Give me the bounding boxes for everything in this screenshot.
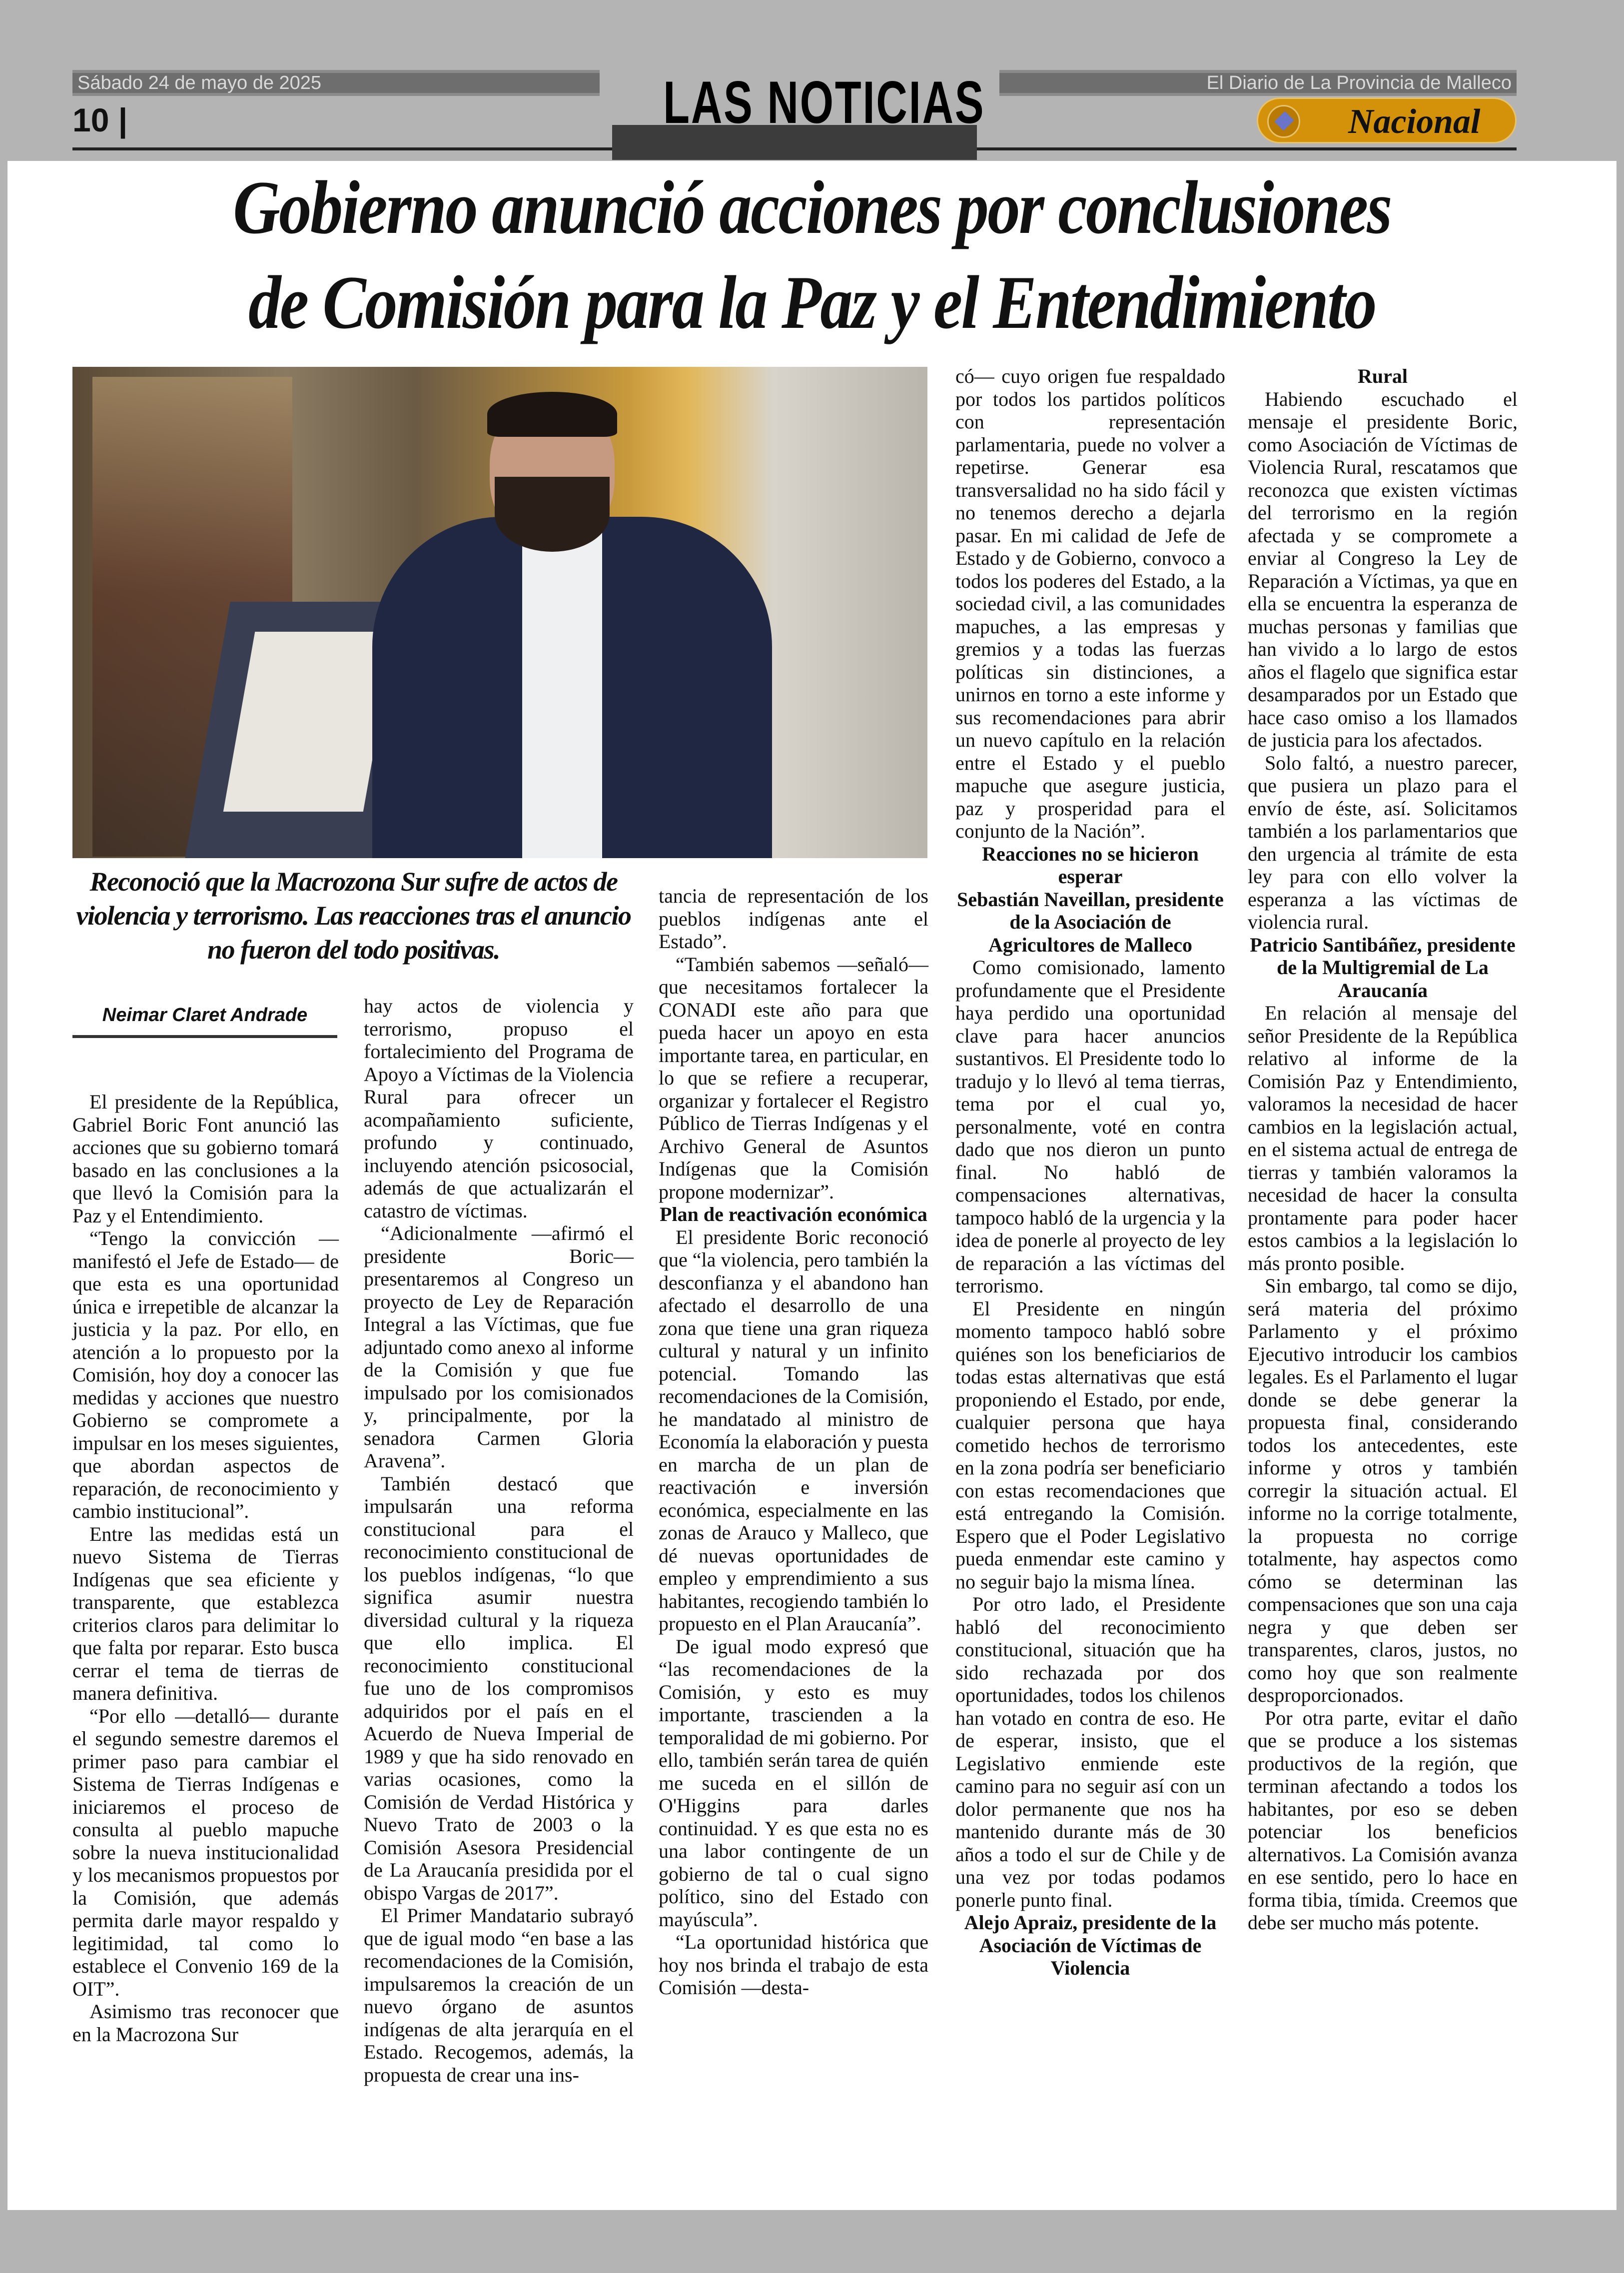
paragraph: En relación al mensaje del señor Presidente de la República relativo al informe de la Comisión Paz y Entendimiento, valoramos la necesidad de hacer cambios en la legislación actual, en el sistema actual de entrega de tierras y también valoramos la necesidad de hacer la consulta prontamente para poder hacer estos cambios a la legislación lo más pronto posible. — [1248, 1002, 1518, 1274]
paragraph: hay actos de violencia y terrorismo, propuso el fortalecimiento del Programa de Apoyo a Víctimas de la Violencia Rural para ofrecer un acompañamiento suficiente, profundo y continuado, incluyendo atención psicosocial, además de que actualizarán el catastro de víctimas. — [364, 995, 634, 1222]
tagline-bar — [999, 70, 1517, 96]
subheading: Plan de reactivación económica — [660, 1203, 927, 1225]
article-photo — [72, 367, 927, 858]
article-column-4 — [955, 365, 1225, 1980]
map-pin-icon — [1267, 105, 1300, 138]
headline-line-2: de Comisión para la Paz y el Entendimiento — [248, 260, 1376, 344]
paragraph: También destacó que impulsarán una reforma constitucional para el reconocimiento constitucional de los pueblos indígenas, “lo que significa asumir nuestra diversidad cultural y la riqueza que ello implica. El reconocimiento constitucional fue uno de los compromisos adquiridos por el país en el Acuerdo de Nueva Imperial de 1989 y que ha sido renovado en varias ocasiones, como la Comisión de Verdad Histórica y Nuevo Trato de 2003 o la Comisión Asesora Presidencial de La Araucanía presidida por el obispo Vargas de 2017”. — [364, 1472, 634, 1904]
article-column-5 — [1248, 365, 1518, 1934]
article-column-3 — [659, 885, 928, 1999]
subheading: Reacciones no se hicieron esperar — [982, 842, 1199, 888]
header-rule-right — [977, 147, 1517, 150]
paragraph: Por otro lado, el Presidente habló del reconocimiento constitucional, situación que ha sido rechazada por dos oportunidades, todos los chilenos han votado en contra de eso. He de esperar, insisto, que el Legislativo enmiende este camino para no seguir así con un dolor permanente que nos ha mantenido durante más de 30 años a todo el sur de Chile y de una vez por todas podamos ponerle punto final. — [955, 1593, 1225, 1911]
headline-line-1: Gobierno anunció acciones por conclusiones — [233, 165, 1391, 249]
paragraph: “La oportunidad histórica que hoy nos brinda el trabajo de esta Comisión —desta- — [659, 1931, 928, 1999]
paragraph: De igual modo expresó que “las recomendaciones de la Comisión, y esto es muy importante, trascienden a la temporalidad de mi gobierno. Por ello, también serán tarea de quién me suceda en el sillón de O'Higgins para darles continuidad. Y es que esta no es una labor contingente de un gobierno de tal o cual signo político, sino del Estado con mayúscula”. — [659, 1635, 928, 1931]
person-hair — [487, 392, 617, 437]
paragraph: Asimismo tras reconocer que en la Macrozona Sur — [72, 2000, 339, 2046]
paragraph: Como comisionado, lamento profundamente que el Presidente haya perdido una oportunidad clave para hacer anuncios sustantivos. El Presidente todo lo tradujo y lo llevó al tema tierras, tema por el cual yo, personalmente, voté en contra dado que nos dieron un punto final. No habló de compensaciones alternativas, tampoco habló de la urgencia y la idea de ponerle al proyecto de ley de reparación a las víctimas del terrorismo. — [955, 956, 1225, 1297]
paragraph: tancia de representación de los pueblos indígenas ante el Estado”. — [659, 885, 928, 953]
page-number: 10 | — [72, 101, 128, 138]
subheading: Sebastián Naveillan, presidente de la Asociación de Agricultores de Malleco — [957, 888, 1224, 956]
paragraph: “Tengo la convicción —manifestó el Jefe de Estado— de que esta es una oportunidad única e irrepetible de alcanzar la justicia y la paz. Por ello, en atención a lo propuesto por la Comisión, hoy doy a conocer las medidas y acciones que nuestro Gobierno se compromete a impulsar en los meses siguientes, que abordan aspectos de reparación, de reconocimiento y cambio institucional”. — [72, 1227, 339, 1522]
paragraph: Solo faltó, a nuestro parecer, que pusiera un plazo para el envío de éste, así. Solicitamos también a los parlamentarios que den urgencia al trámite de esta ley para con ello volver la esperanza a las víctimas de violencia rural. — [1248, 751, 1518, 933]
section-label: Nacional — [1348, 102, 1481, 141]
newspaper-logo — [612, 67, 985, 160]
article-column-2 — [364, 995, 634, 2086]
newspaper-tagline: El Diario de La Provincia de Malleco — [1206, 72, 1512, 93]
logo-text: LAS NOTICIAS — [663, 69, 985, 136]
person-shirt — [522, 512, 602, 858]
paragraph: El presidente Boric reconoció que “la violencia, pero también la desconfianza y el abandono han afectado el desarrollo de una zona que tiene una gran riqueza cultural y natural y un infinito potencial. Tomando las recomendaciones de la Comisión, he mandatado al ministro de Economía la elaboración y puesta en marcha de un plan de reactivación e inversión económica, especialmente en las zonas de Arauco y Malleco, que dé nuevas oportunidades de empleo y emprendimiento a sus habitantes, recogiendo también lo propuesto en el Plan Araucanía”. — [659, 1225, 928, 1635]
photo-caption: Reconoció que la Macrozona Sur sufre de actos de violencia y terrorismo. Las reacciones tras el anuncio no fueron del todo positivas. — [76, 867, 631, 965]
paragraph: có— cuyo origen fue respaldado por todos los partidos políticos con representación parlamentaria, puede no volver a repetirse. Generar esa transversalidad no ha sido fácil y no tenemos derecho a dejarla pasar. En mi calidad de Jefe de Estado y de Gobierno, convoco a todos los poderes del Estado, a la sociedad civil, a las comunidades mapuches, a las empresas y gremios y a todas las fuerzas políticas sin distinciones, a unirnos en torno a este informe y sus recomendaciones para abrir un nuevo capítulo en la relación entre el Estado y el pueblo mapuche que asegure justicia, paz y prosperidad para el conjunto de la Nación”. — [955, 365, 1225, 842]
paragraph: “También sabemos —señaló— que necesitamos fortalecer la CONADI este año para que pueda hacer un apoyo en esta importante tarea, en particular, en lo que se refiere a recuperar, organizar y fortalecer el Registro Público de Tierras Indígenas y el Archivo General de Asuntos Indígenas que la Comisión propone modernizar”. — [659, 953, 928, 1203]
section-badge — [1257, 97, 1517, 143]
paragraph: Por otra parte, evitar el daño que se produce a los sistemas productivos de la región, que terminan afectando a todos los habitantes, por eso se deben potenciar los beneficios alternativos. La Comisión avanza en ese sentido, pero lo hace en forma tibia, tímida. Creemos que debe ser mucho más potente. — [1248, 1706, 1518, 1934]
paragraph: El presidente de la República, Gabriel Boric Font anunció las acciones que su gobierno tomará basado en las conclusiones a la que llevó la Comisión para la Paz y el Entendimiento. — [72, 1091, 339, 1227]
article-column-1 — [72, 1091, 339, 2046]
person-beard — [495, 477, 610, 552]
paragraph: “Por ello —detalló— durante el segundo semestre daremos el primer paso para cambiar el Sistema de Tierras Indígenas e iniciaremos el proceso de consulta al pueblo mapuche sobre la nueva institucionalidad y los mecanismos propuestos por la Comisión, que además permita darle mayor respaldo y legitimidad, tal como lo establece el Convenio 169 de la OIT”. — [72, 1704, 339, 2000]
paragraph: El Presidente en ningún momento tampoco habló sobre quiénes son los beneficiarios de todas estas alternativas que está proponiendo el Estado, por ende, cualquier persona que haya cometido hechos de terrorismo en la zona podría ser beneficiario con estas recomendaciones que está entregando la Comisión. Espero que el Poder Legislativo pueda enmendar este camino y no seguir bajo la misma línea. — [955, 1297, 1225, 1593]
issue-date: Sábado 24 de mayo de 2025 — [77, 72, 322, 93]
header-rule-left — [72, 147, 612, 150]
paragraph: Habiendo escuchado el mensaje el presidente Boric, como Asociación de Víctimas de Violencia Rural, rescatamos que reconozca que existen víctimas del terrorismo en la región afectada y se compromete a enviar al Congreso la Ley de Reparación a Víctimas, ya que en ella se encuentra la esperanza de muchas personas y familias que han vivido a lo largo de estos años el flagelo que significa estar desamparados por un Estado que hace caso omiso a los llamados de justicia para los afectados. — [1248, 387, 1518, 751]
paragraph: “Adicionalmente —afirmó el presidente Boric— presentaremos al Congreso un proyecto de Ley de Reparación Integral a las Víctimas, que fue adjuntado como anexo al informe de la Comisión y que fue impulsado por los comisionados y, principalmente, por la senadora Carmen Gloria Aravena”. — [364, 1222, 634, 1472]
subheading: Patricio Santibáñez, presidente de la Multigremial de La Araucanía — [1250, 933, 1516, 1002]
date-bar — [72, 70, 600, 96]
subheading: Alejo Apraiz, presidente de la Asociación de Víctimas de Violencia — [964, 1911, 1217, 1979]
paragraph: Sin embargo, tal como se dijo, será materia del próximo Parlamento y el próximo Ejecutivo introducir los cambios legales. Es el Parlamento el lugar donde se debe generar la propuesta final, considerando todos los antecedentes, este informe y otros y también corregir la situación actual. El informe no la corrige totalmente, la propuesta no corrige totalmente, hay aspectos como cómo se determinan las compensaciones que son una caja negra y que deben ser transparentes, claros, justos, no como hoy que son realmente desproporcionados. — [1248, 1274, 1518, 1706]
paragraph: El Primer Mandatario subrayó que de igual modo “en base a las recomendaciones de la Comisión, impulsaremos la creación de un nuevo órgano de asuntos indígenas de alta jerarquía en el Estado. Recogemos, además, la propuesta de crear una ins- — [364, 1904, 634, 2086]
paragraph: Entre las medidas está un nuevo Sistema de Tierras Indígenas que sea eficiente y transparente, que establezca criterios claros para delimitar lo que falta por reparar. Esto busca cerrar el tema de tierras de manera definitiva. — [72, 1522, 339, 1704]
subheading: Rural — [1358, 365, 1408, 387]
author-byline: Neimar Claret Andrade — [72, 1005, 337, 1038]
